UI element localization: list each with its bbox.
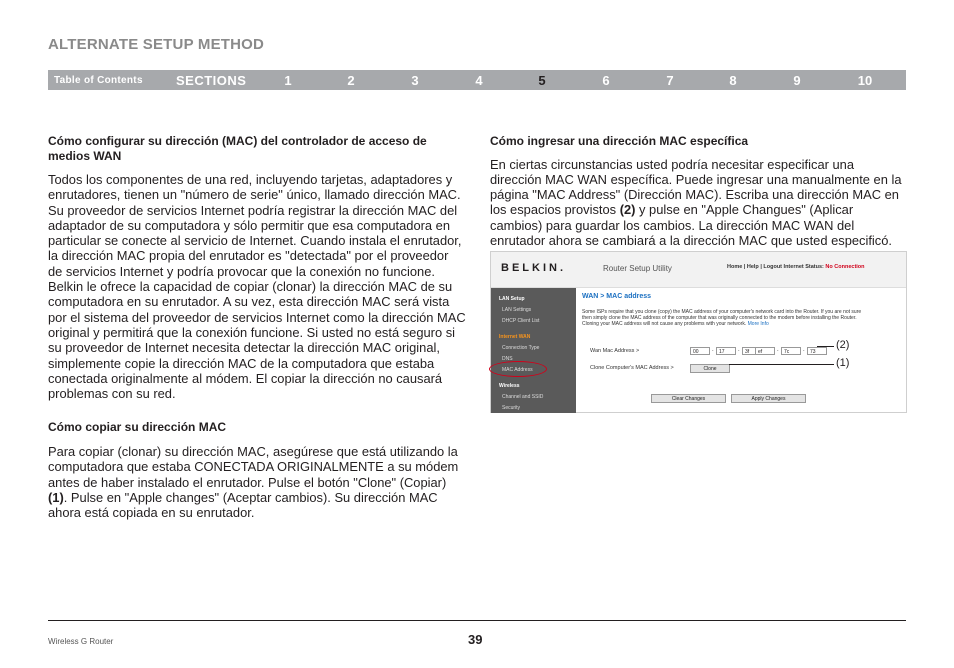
- mac-field-1: 00: [690, 347, 710, 355]
- paragraph-specific-mac: En ciertas circunstancias usted podría necesitar especificar una dirección MAC WAN específica. Puede ingresar una manualmente en la página "MAC Address" (Dirección MAC). Escriba una dirección MAC en los espacios provistos (2) y pulse en "Apple Changues" (Aplicar cambios) para guardar los cambios. La dirección MAC WAN del enrutador ahora se cambiará a la dirección MAC que usted especificó.: [490, 156, 902, 248]
- side-mac-address: MAC Address: [502, 367, 533, 373]
- router-description: Some ISPs require that you clone (copy) the MAC address of your computer's network card into the Router. If you are not sure then simply clone the MAC address of the computer that was originally connected to the modem before installing the Router. Cloning your MAC address will not cause any problems with your network. More Info: [582, 309, 862, 327]
- router-header: [491, 252, 906, 288]
- mac-dot: .: [777, 347, 779, 353]
- section-navbar: [48, 70, 906, 90]
- paragraph-copy-mac: Para copiar (clonar) su dirección MAC, asegúrese que está utilizando la computadora que estaba CONECTADA ORIGINALMENTE a su módem antes de haber instalado el enrutador. Pulse el botón "Clone" (Copiar) (1). Pulse en "Apple changes" (Aceptar cambios). Su dirección MAC ahora está copiada en su enrutador.: [48, 443, 459, 521]
- heading-configure-mac: Cómo configurar su dirección (MAC) del controlador de acceso de medios WAN: [48, 134, 427, 163]
- footer-product: Wireless G Router: [48, 637, 114, 646]
- side-security: Security: [502, 405, 521, 411]
- clone-button: Clone: [690, 364, 730, 373]
- clear-changes-button: Clear Changes: [651, 394, 726, 403]
- section-link-6[interactable]: 6: [602, 73, 610, 88]
- section-link-7[interactable]: 7: [666, 73, 674, 88]
- router-top-links: Home | Help | Logout Internet Status: No Connection: [727, 264, 865, 270]
- side-internet-wan: Internet WAN: [499, 334, 531, 340]
- highlight-circle: [489, 361, 547, 377]
- left-column: [48, 134, 466, 520]
- section-link-1[interactable]: 1: [284, 73, 292, 88]
- belkin-logo: BELKIN.: [501, 262, 566, 274]
- toc-link[interactable]: Table of Contents: [54, 75, 143, 86]
- page-number: 39: [468, 632, 483, 647]
- section-link-10[interactable]: 10: [857, 73, 873, 88]
- mac-field-5: 7c: [781, 347, 801, 355]
- clone-label: Clone Computer's MAC Address >: [590, 365, 674, 371]
- callout-line-2: [817, 346, 834, 347]
- side-dhcp: DHCP Client List: [502, 318, 540, 324]
- section-link-4[interactable]: 4: [475, 73, 483, 88]
- mac-dot: .: [738, 347, 740, 353]
- section-link-9[interactable]: 9: [793, 73, 801, 88]
- section-link-5[interactable]: 5: [538, 73, 546, 88]
- router-sidebar: [491, 288, 576, 413]
- apply-changes-button: Apply Changes: [731, 394, 806, 403]
- paragraph-mac-intro: Todos los componentes de una red, incluyendo tarjetas, adaptadores y enrutadores, tienen un "número de serie" único, llamado dirección MAC. Su proveedor de servicios Internet podría registrar la dirección MAC del adaptador de su computadora y sólo permitir que esa computadora en particular se conecte al servicio de Internet. Cuando instala el enrutador, la dirección MAC propia del enrutador es "detectada" por el proveedor de servicios Internet y podría provocar que la conexión no funcione. Belkin le ofrece la capacidad de copiar (clonar) la dirección MAC de su computadora en su enrutador. A su vez, esta dirección MAC será vista por el sistema del proveedor de servicios Internet como la dirección MAC original y permitirá que la conexión funcione. Si usted no está seguro si su proveedor de Internet necesita detectar la dirección MAC original, simplemente copie la dirección MAC de la computadora que estaba conectada originalmente al módem. El copiar la dirección no causará problemas con su red.: [48, 172, 466, 402]
- right-column: [490, 134, 906, 248]
- sections-label: SECTIONS: [176, 73, 247, 88]
- heading-specific-mac: Cómo ingresar una dirección MAC específica: [490, 134, 749, 148]
- wan-mac-label: Wan Mac Address >: [590, 348, 640, 354]
- heading-copy-mac: Cómo copiar su dirección MAC: [48, 420, 227, 435]
- footer-rule: [48, 620, 906, 621]
- side-connection-type: Connection Type: [502, 345, 540, 351]
- router-setup-title: Router Setup Utility: [603, 264, 672, 273]
- mac-dot: .: [803, 347, 805, 353]
- side-lan-setup: LAN Setup: [499, 296, 525, 302]
- side-channel-ssid: Channel and SSID: [502, 394, 544, 400]
- side-dns: DNS: [502, 356, 513, 362]
- section-link-3[interactable]: 3: [411, 73, 419, 88]
- mac-dot: .: [712, 347, 714, 353]
- section-link-8[interactable]: 8: [729, 73, 737, 88]
- router-screenshot: [490, 251, 907, 413]
- mac-field-6: 73: [807, 347, 827, 355]
- callout-1: (1): [836, 357, 850, 369]
- mac-field-3: 3f: [742, 347, 762, 355]
- callout-2: (2): [836, 339, 850, 351]
- section-title: ALTERNATE SETUP METHOD: [48, 36, 265, 53]
- side-wireless: Wireless: [499, 383, 520, 389]
- section-link-2[interactable]: 2: [347, 73, 355, 88]
- callout-line-1: [729, 364, 834, 365]
- mac-field-2: 17: [716, 347, 736, 355]
- mac-field-4-value: ef: [755, 347, 775, 355]
- side-lan-settings: LAN Settings: [502, 307, 532, 313]
- wan-mac-title: WAN > MAC address: [582, 293, 652, 300]
